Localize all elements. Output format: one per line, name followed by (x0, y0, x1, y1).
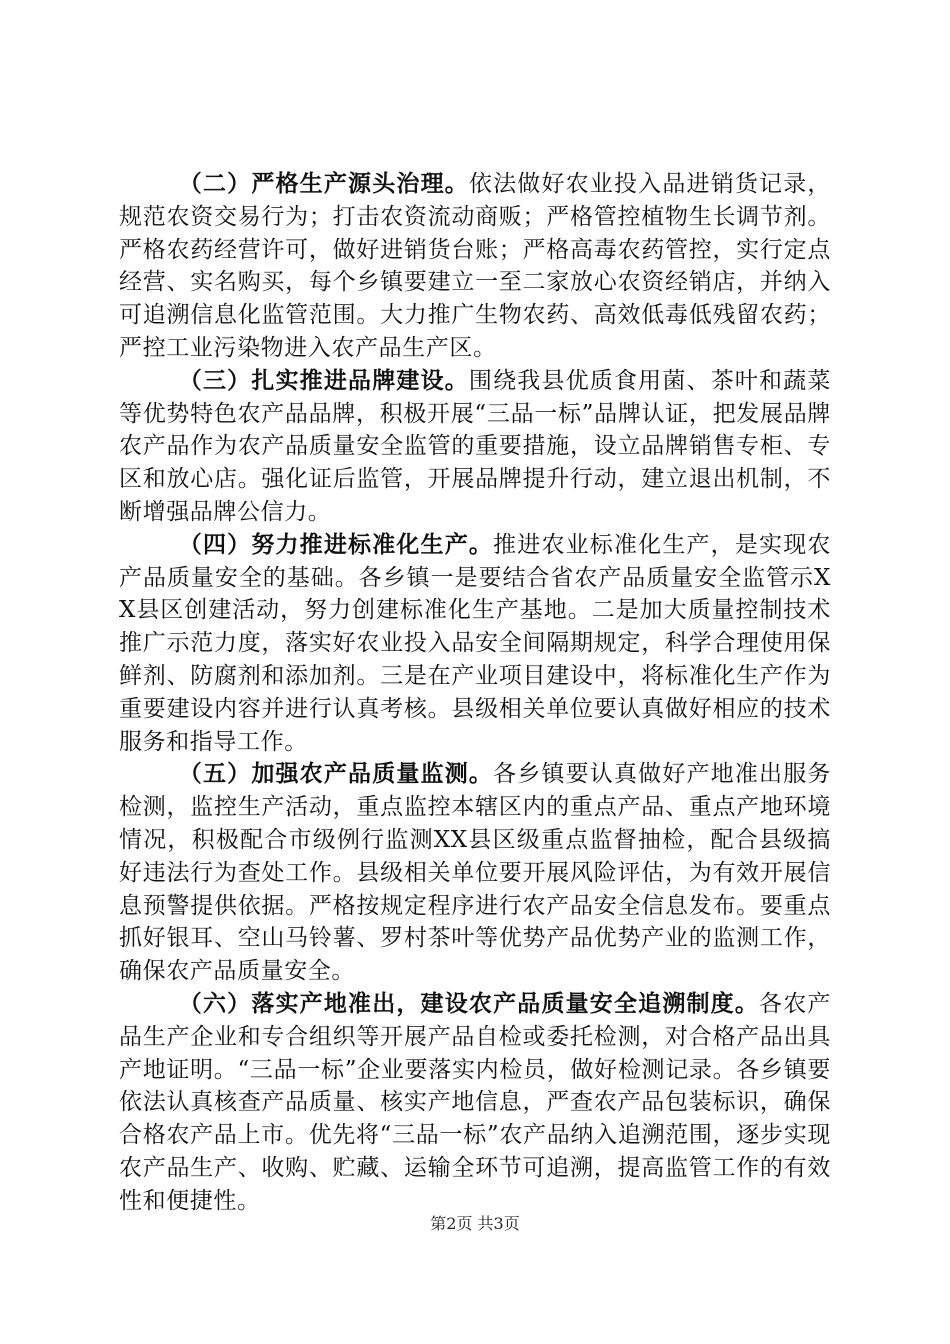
paragraph-heading: （五）加强农产品质量监测。 (178, 760, 494, 788)
paragraph-text: 各农产品生产企业和专合组织等开展产品自检或委托检测，对合格产品出具产地证明。“三品一标”企业要落实内检员，做好检测记录。各乡镇要依法认真核查产品质量、核实产地信息，严查农产品包装标识，确保合格农产品上市。优先将“三品一标”农产品纳入追溯范围，逐步实现农产品生产、收购、贮藏、运输全环节可追溯，提高监管工作的有效性和便捷性。 (119, 990, 831, 1214)
paragraph-heading: （二）严格生产源头治理。 (178, 170, 469, 197)
paragraph-text: 围绕我县优质食用菌、茶叶和蔬菜等优势特色农产品品牌，积极开展“三品一标”品牌认证，把发展品牌农产品作为农产品质量安全监管的重要措施，设立品牌销售专柜、专区和放心店。强化证后监管，开展品牌提升行动，建立退出机制，不断增强品牌公信力。 (119, 367, 831, 525)
paragraph-heading: （六）落实产地准出，建设农产品质量安全追溯制度。 (178, 989, 760, 1017)
paragraph-text: 依法做好农业投入品进销货记录，规范农资交易行为；打击农资流动商贩；严格管控植物生长调节剂。严格农药经营许可，做好进销货台账；严格高毒农药管控，实行定点经营、实名购买，每个乡镇要建立一至二家放心农资经销店，并纳入可追溯信息化监管范围。大力推广生物农药、高效低毒低残留农药；严控工业污染物进入农产品生产区。 (119, 171, 831, 361)
paragraph-heading: （四）努力推进标准化生产。 (178, 530, 494, 558)
paragraph-text: 推进农业标准化生产，是实现农产品质量安全的基础。各乡镇一是要结合省农产品质量安全监管示XX县区创建活动，努力创建标准化生产基地。二是加大质量控制技术推广示范力度，落实好农业投入品安全间隔期规定，科学合理使用保鲜剂、防腐剂和添加剂。三是在产业项目建设中，将标准化生产作为重要建设内容并进行认真考核。县级相关单位要认真做好相应的技术服务和指导工作。 (119, 531, 831, 755)
paragraph-quality-monitoring (119, 758, 831, 988)
page-footer: 第2页 共3页 (430, 1214, 520, 1233)
paragraph-source-control (119, 168, 831, 365)
paragraph-heading: （三）扎实推进品牌建设。 (178, 366, 469, 394)
paragraph-brand-building (119, 365, 831, 529)
paragraph-standardized-production (119, 529, 831, 759)
paragraph-text: 各乡镇要认真做好产地准出服务检测，监控生产活动，重点监控本辖区内的重点产品、重点产地环境情况，积极配合市级例行监测XX县区级重点监督抽检，配合县级搞好违法行为查处工作。县级相关单位要开展风险评估，为有效开展信息预警提供依据。严格按规定程序进行农产品安全信息发布。要重点抓好银耳、空山马铃薯、罗村茶叶等优势产品优势产业的监测工作，确保农产品质量安全。 (119, 761, 831, 985)
document-body (119, 168, 831, 1218)
paragraph-traceability (119, 988, 831, 1218)
